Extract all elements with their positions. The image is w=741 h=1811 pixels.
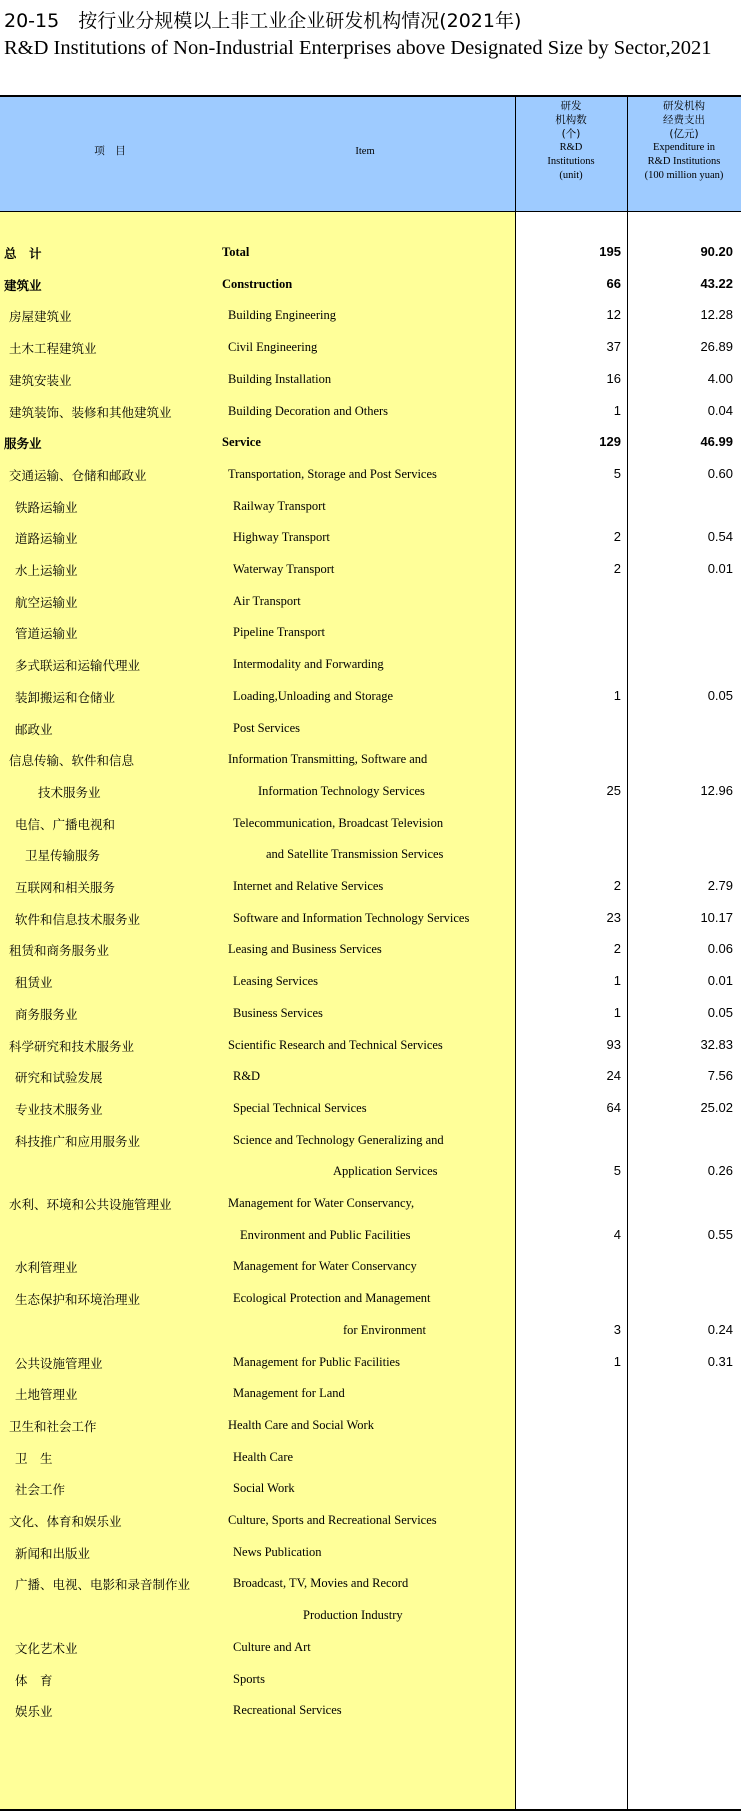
table-title-en: R&D Institutions of Non-Industrial Enterprises above Designated Size by Sector,2021 bbox=[4, 37, 712, 59]
row-label-cn: 文化艺术业 bbox=[15, 1640, 78, 1656]
row-label-en: Environment and Public Facilities bbox=[240, 1227, 411, 1242]
row-label-cn: 建筑业 bbox=[4, 277, 42, 293]
row-value-expenditure: 43.22 bbox=[700, 275, 733, 291]
row-value-expenditure: 10.17 bbox=[700, 909, 733, 925]
row-value-expenditure: 12.28 bbox=[700, 307, 733, 323]
table-row bbox=[0, 1536, 741, 1568]
row-label-en: Ecological Protection and Management bbox=[233, 1291, 431, 1306]
row-value-expenditure: 0.55 bbox=[707, 1226, 733, 1242]
row-value-institutions: 93 bbox=[606, 1036, 621, 1052]
row-label-cn: 公共设施管理业 bbox=[15, 1355, 103, 1371]
row-value-institutions: 129 bbox=[599, 434, 621, 450]
table-row bbox=[0, 902, 741, 934]
table-row bbox=[0, 1599, 741, 1631]
table-row bbox=[0, 1472, 741, 1504]
table-row bbox=[0, 331, 741, 363]
row-label-cn: 信息传输、软件和信息 bbox=[9, 753, 135, 769]
row-label-en: Pipeline Transport bbox=[233, 625, 326, 640]
table-row bbox=[0, 1219, 741, 1251]
row-value-expenditure: 25.02 bbox=[700, 1099, 733, 1115]
row-value-expenditure: 0.26 bbox=[707, 1163, 733, 1179]
table-row bbox=[0, 1092, 741, 1124]
row-label-cn: 房屋建筑业 bbox=[9, 309, 72, 325]
table-row bbox=[0, 1694, 741, 1726]
row-label-cn: 水上运输业 bbox=[15, 563, 78, 578]
row-label-cn: 科学研究和技术服务业 bbox=[9, 1038, 135, 1054]
row-value-expenditure: 90.20 bbox=[700, 244, 733, 259]
table-top-rule bbox=[0, 95, 741, 97]
row-value-institutions: 3 bbox=[613, 1321, 621, 1337]
row-value-institutions: 24 bbox=[606, 1068, 621, 1084]
row-label-en: Telecommunication, Broadcast Television bbox=[233, 815, 444, 830]
row-label-cn: 社会工作 bbox=[15, 1482, 66, 1498]
row-label-en: Information Technology Services bbox=[258, 783, 425, 798]
header-item-cn: 项 目 bbox=[94, 145, 126, 157]
header-bottom-rule bbox=[0, 211, 741, 212]
row-label-cn: 互联网和相关服务 bbox=[15, 880, 116, 895]
table-title-cn: 20-15 按行业分规模以上非工业企业研发机构情况(2021年) bbox=[4, 10, 522, 32]
row-label-en: Building Engineering bbox=[228, 308, 336, 323]
row-label-cn: 服务业 bbox=[4, 436, 42, 452]
row-label-cn: 装卸搬运和仓储业 bbox=[15, 689, 116, 705]
row-label-cn: 土木工程建筑业 bbox=[9, 341, 97, 357]
row-label-en: Application Services bbox=[333, 1164, 438, 1179]
row-value-institutions: 2 bbox=[613, 561, 621, 576]
row-label-en: Broadcast, TV, Movies and Record bbox=[233, 1576, 409, 1591]
header-item-en: Item bbox=[355, 146, 375, 157]
row-label-en: Waterway Transport bbox=[233, 562, 335, 576]
row-value-expenditure: 0.01 bbox=[707, 561, 733, 576]
row-value-expenditure: 0.01 bbox=[707, 973, 733, 989]
table-row bbox=[0, 712, 741, 744]
table-row bbox=[0, 1314, 741, 1346]
row-label-en: Scientific Research and Technical Services bbox=[228, 1037, 443, 1052]
row-label-cn: 邮政业 bbox=[15, 721, 53, 737]
row-value-expenditure: 0.05 bbox=[707, 687, 733, 703]
row-label-en: Health Care bbox=[233, 1449, 294, 1464]
table-row bbox=[0, 1504, 741, 1536]
row-label-en: Post Services bbox=[233, 720, 301, 735]
row-value-expenditure: 7.56 bbox=[707, 1068, 733, 1084]
row-label-en: Intermodality and Forwarding bbox=[233, 657, 384, 672]
row-label-cn: 专业技术服务业 bbox=[15, 1101, 103, 1117]
row-label-cn: 技术服务业 bbox=[38, 784, 101, 800]
row-value-institutions: 5 bbox=[613, 1163, 621, 1179]
table-row bbox=[0, 1124, 741, 1156]
table-row bbox=[0, 521, 741, 553]
row-label-cn: 交通运输、仓储和邮政业 bbox=[9, 467, 147, 483]
row-label-cn: 总 计 bbox=[4, 246, 42, 261]
row-label-en: Railway Transport bbox=[233, 498, 326, 513]
row-label-en: Science and Technology Generalizing and bbox=[233, 1132, 444, 1147]
row-value-institutions: 64 bbox=[606, 1099, 621, 1115]
row-label-cn: 体 育 bbox=[15, 1672, 53, 1688]
table-row bbox=[0, 1567, 741, 1599]
row-label-cn: 道路运输业 bbox=[15, 531, 78, 547]
row-label-cn: 水利、环境和公共设施管理业 bbox=[9, 1197, 172, 1212]
table-row bbox=[0, 1663, 741, 1695]
row-label-en: Highway Transport bbox=[233, 530, 330, 545]
row-label-cn: 商务服务业 bbox=[15, 1006, 78, 1022]
row-value-institutions: 2 bbox=[613, 941, 621, 957]
row-label-cn: 铁路运输业 bbox=[15, 499, 78, 515]
row-value-institutions: 1 bbox=[613, 402, 621, 418]
table-row bbox=[0, 1250, 741, 1282]
table-row bbox=[0, 775, 741, 807]
row-value-institutions: 4 bbox=[613, 1226, 621, 1242]
table-row bbox=[0, 268, 741, 300]
row-value-expenditure: 0.54 bbox=[707, 529, 733, 545]
row-label-en: News Publication bbox=[233, 1544, 322, 1559]
row-label-en: Service bbox=[222, 435, 261, 450]
row-value-expenditure: 46.99 bbox=[700, 434, 733, 450]
data-table bbox=[0, 95, 741, 1795]
row-label-cn: 水利管理业 bbox=[15, 1260, 78, 1276]
row-label-cn: 租赁和商务服务业 bbox=[9, 943, 110, 959]
row-label-en: Sports bbox=[233, 1671, 265, 1686]
table-row bbox=[0, 1155, 741, 1187]
row-value-institutions: 23 bbox=[606, 909, 621, 925]
table-row bbox=[0, 1631, 741, 1663]
row-label-cn: 航空运输业 bbox=[15, 594, 78, 610]
row-label-en: Leasing and Business Services bbox=[228, 942, 382, 957]
row-label-cn: 科技推广和应用服务业 bbox=[15, 1133, 141, 1149]
table-row bbox=[0, 1409, 741, 1441]
row-value-institutions: 12 bbox=[606, 307, 621, 323]
row-value-institutions: 37 bbox=[606, 339, 621, 355]
row-label-en: Leasing Services bbox=[233, 974, 319, 989]
row-value-institutions: 25 bbox=[606, 782, 621, 798]
table-row bbox=[0, 426, 741, 458]
row-value-expenditure: 0.60 bbox=[707, 465, 733, 481]
row-label-en: Transportation, Storage and Post Services bbox=[228, 466, 437, 481]
row-label-cn: 土地管理业 bbox=[15, 1387, 78, 1403]
row-label-en: Total bbox=[222, 245, 250, 259]
row-label-en: Building Installation bbox=[228, 371, 332, 386]
row-label-en: Special Technical Services bbox=[233, 1100, 367, 1115]
header-institutions: 研发 机构数 (个) R&D Institutions (unit) bbox=[547, 100, 595, 181]
row-label-en: Health Care and Social Work bbox=[228, 1417, 374, 1432]
row-value-expenditure: 0.31 bbox=[707, 1353, 733, 1369]
row-label-cn: 卫 生 bbox=[15, 1450, 53, 1466]
row-value-institutions: 2 bbox=[613, 529, 621, 545]
row-label-cn: 电信、广播电视和 bbox=[15, 816, 116, 832]
row-label-en: Management for Land bbox=[233, 1386, 345, 1401]
row-label-en: Business Services bbox=[233, 1005, 323, 1020]
table-row bbox=[0, 870, 741, 902]
table-row bbox=[0, 458, 741, 490]
table-row bbox=[0, 648, 741, 680]
table-row bbox=[0, 1282, 741, 1314]
row-label-en: Building Decoration and Others bbox=[228, 403, 389, 418]
table-row bbox=[0, 1029, 741, 1061]
row-label-cn: 软件和信息技术服务业 bbox=[15, 911, 141, 927]
table-row bbox=[0, 933, 741, 965]
table-row bbox=[0, 1346, 741, 1378]
table-row bbox=[0, 395, 741, 427]
row-value-institutions: 195 bbox=[599, 244, 621, 259]
row-value-institutions: 5 bbox=[613, 465, 621, 481]
row-label-en: and Satellite Transmission Services bbox=[266, 847, 444, 862]
row-value-institutions: 1 bbox=[613, 973, 621, 989]
table-row bbox=[0, 743, 741, 775]
row-label-en: Production Industry bbox=[303, 1608, 403, 1623]
row-label-cn: 卫生和社会工作 bbox=[9, 1418, 97, 1434]
row-value-institutions: 1 bbox=[613, 1353, 621, 1369]
table-row bbox=[0, 1060, 741, 1092]
row-label-cn: 研究和试验发展 bbox=[15, 1070, 103, 1086]
row-label-cn: 租赁业 bbox=[15, 975, 53, 991]
header-expenditure: 研发机构 经费支出 (亿元) Expenditure in R&D Institutions (100 million yuan) bbox=[644, 100, 724, 181]
table-row bbox=[0, 585, 741, 617]
row-label-en: Construction bbox=[222, 276, 293, 291]
table-row bbox=[0, 490, 741, 522]
row-label-cn: 卫星传输服务 bbox=[25, 848, 101, 864]
row-value-institutions: 16 bbox=[606, 370, 621, 386]
table-row bbox=[0, 680, 741, 712]
row-label-en: Culture and Art bbox=[233, 1639, 311, 1654]
table-row bbox=[0, 997, 741, 1029]
row-value-expenditure: 0.24 bbox=[707, 1321, 733, 1337]
row-value-expenditure: 0.04 bbox=[707, 402, 733, 418]
row-value-expenditure: 32.83 bbox=[700, 1036, 733, 1052]
row-label-cn: 建筑装饰、装修和其他建筑业 bbox=[9, 404, 172, 420]
row-label-en: Air Transport bbox=[233, 593, 301, 608]
row-label-en: Software and Information Technology Services bbox=[233, 910, 470, 925]
row-label-en: Management for Public Facilities bbox=[233, 1354, 400, 1369]
row-label-cn: 建筑安装业 bbox=[9, 372, 72, 388]
row-label-en: for Environment bbox=[343, 1322, 426, 1337]
row-label-cn: 生态保护和环境治理业 bbox=[15, 1292, 141, 1308]
row-label-en: Information Transmitting, Software and bbox=[228, 752, 428, 767]
row-value-institutions: 1 bbox=[613, 1004, 621, 1020]
table-row bbox=[0, 1377, 741, 1409]
row-value-expenditure: 0.05 bbox=[707, 1004, 733, 1020]
table-row bbox=[0, 1187, 741, 1219]
row-label-cn: 多式联运和运输代理业 bbox=[15, 658, 141, 674]
table-row bbox=[0, 299, 741, 331]
row-value-expenditure: 12.96 bbox=[700, 782, 733, 798]
row-label-en: Culture, Sports and Recreational Services bbox=[228, 1513, 437, 1527]
row-label-en: Management for Water Conservancy bbox=[233, 1259, 417, 1274]
row-label-en: R&D bbox=[233, 1069, 261, 1084]
table-row bbox=[0, 616, 741, 648]
row-value-expenditure: 4.00 bbox=[707, 370, 733, 386]
row-label-en: Internet and Relative Services bbox=[233, 879, 384, 893]
row-value-expenditure: 0.06 bbox=[707, 941, 733, 957]
row-label-en: Loading,Unloading and Storage bbox=[233, 688, 394, 703]
row-value-institutions: 2 bbox=[613, 878, 621, 893]
table-row bbox=[0, 363, 741, 395]
table-row bbox=[0, 553, 741, 585]
row-label-cn: 新闻和出版业 bbox=[15, 1545, 91, 1561]
row-label-en: Social Work bbox=[233, 1481, 295, 1496]
row-value-institutions: 66 bbox=[606, 275, 621, 291]
row-label-cn: 广播、电视、电影和录音制作业 bbox=[15, 1577, 191, 1593]
row-value-expenditure: 2.79 bbox=[707, 878, 733, 893]
table-row bbox=[0, 1441, 741, 1473]
row-label-cn: 管道运输业 bbox=[15, 626, 78, 642]
table-row bbox=[0, 236, 741, 268]
row-value-expenditure: 26.89 bbox=[700, 339, 733, 355]
row-label-cn: 娱乐业 bbox=[15, 1704, 53, 1720]
row-value-institutions: 1 bbox=[613, 687, 621, 703]
row-label-en: Civil Engineering bbox=[228, 340, 318, 355]
table-row bbox=[0, 838, 741, 870]
table-row bbox=[0, 807, 741, 839]
table-row bbox=[0, 965, 741, 997]
row-label-cn: 文化、体育和娱乐业 bbox=[9, 1514, 122, 1529]
row-label-en: Management for Water Conservancy, bbox=[228, 1196, 415, 1210]
row-label-en: Recreational Services bbox=[233, 1703, 342, 1718]
